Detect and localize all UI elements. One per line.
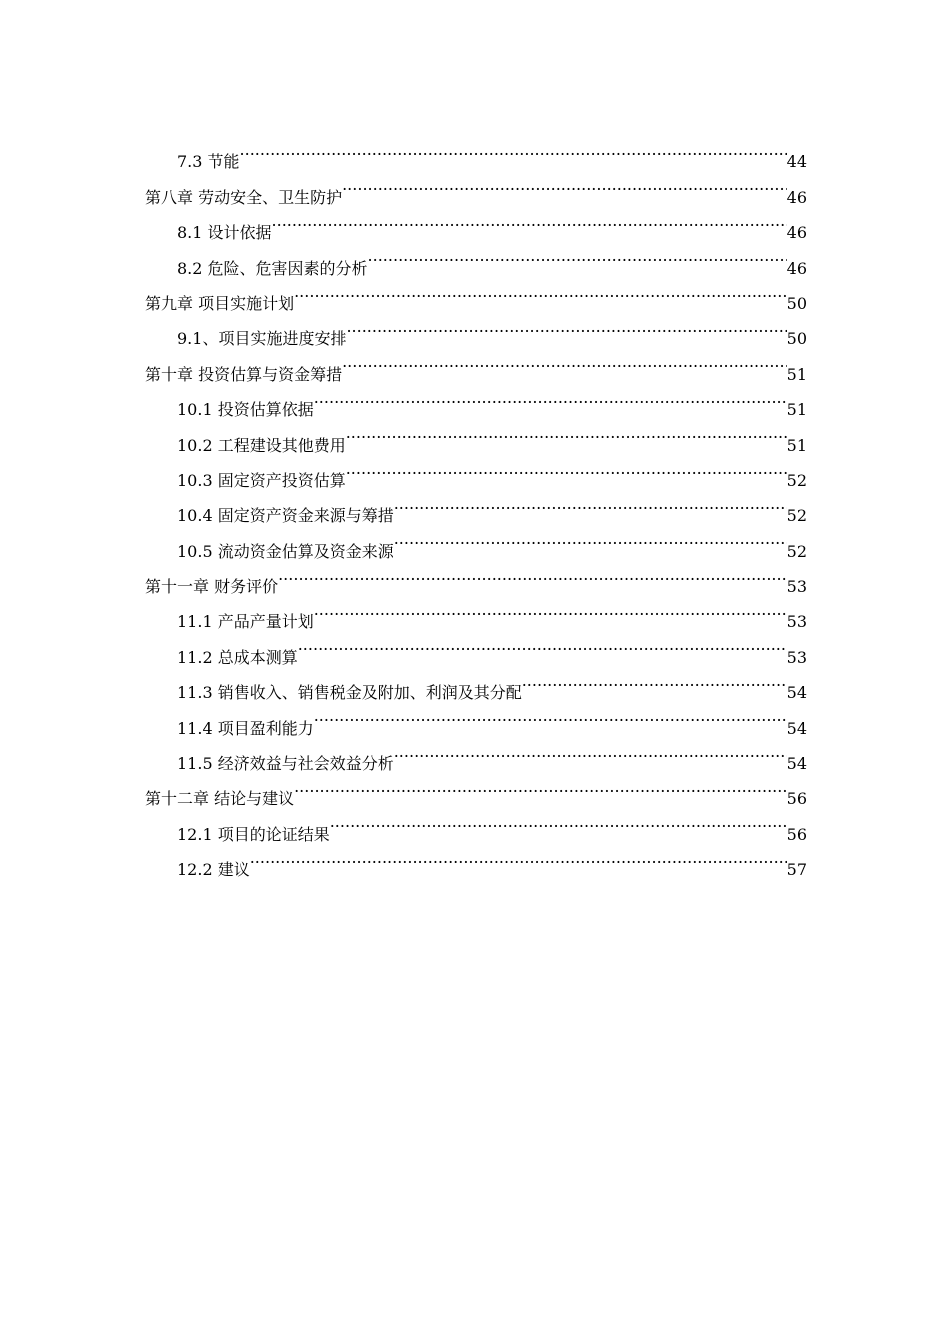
toc-entry-title: 10.5 流动资金估算及资金来源 — [177, 541, 394, 561]
toc-entry-page: 53 — [786, 647, 807, 667]
toc-leader-dots — [368, 238, 787, 273]
toc-entry[interactable] — [145, 132, 807, 172]
toc-leader-dots — [346, 415, 787, 450]
toc-entry-page: 51 — [786, 435, 807, 455]
toc-entry-title: 7.3 节能 — [177, 152, 240, 172]
toc-entry-title: 8.1 设计依据 — [177, 223, 272, 243]
toc-entry-title: 第十章 投资估算与资金筹措 — [145, 364, 343, 384]
toc-entry-page: 56 — [786, 789, 807, 809]
toc-entry[interactable] — [145, 167, 807, 207]
toc-leader-dots — [342, 344, 787, 379]
toc-leader-dots — [314, 592, 787, 627]
toc-entry-page: 46 — [786, 258, 807, 278]
toc-leader-dots — [250, 840, 787, 875]
toc-leader-dots — [522, 663, 787, 698]
toc-entry-page: 53 — [786, 577, 807, 597]
toc-entry-page: 57 — [786, 860, 807, 880]
toc-entry-page: 52 — [786, 506, 807, 526]
toc-leader-dots — [314, 380, 787, 415]
toc-entry-title: 10.3 固定资产投资估算 — [177, 470, 346, 490]
toc-entry-page: 50 — [786, 329, 807, 349]
toc-entry-title: 第九章 项目实施计划 — [145, 293, 295, 313]
toc-leader-dots — [346, 309, 786, 344]
toc-entry-page: 54 — [786, 718, 807, 738]
toc-leader-dots — [314, 698, 787, 733]
toc-entry-page: 51 — [786, 400, 807, 420]
toc-entry-page: 52 — [786, 541, 807, 561]
toc-leader-dots — [394, 734, 787, 769]
toc-entry-title: 9.1、项目实施进度安排 — [177, 329, 347, 349]
toc-entry-title: 12.2 建议 — [177, 860, 250, 880]
toc-entry-page: 46 — [786, 223, 807, 243]
toc-entry-page: 53 — [786, 612, 807, 632]
table-of-contents — [145, 132, 807, 880]
toc-leader-dots — [346, 451, 787, 486]
toc-entry-page: 52 — [786, 470, 807, 490]
toc-entry-page: 44 — [786, 152, 807, 172]
toc-leader-dots — [294, 769, 787, 804]
toc-entry-title: 10.2 工程建设其他费用 — [177, 435, 346, 455]
toc-leader-dots — [394, 521, 787, 556]
toc-entry-title: 8.2 危险、危害因素的分析 — [177, 258, 368, 278]
toc-entry-page: 50 — [786, 293, 807, 313]
toc-entry-title: 第十一章 财务评价 — [145, 577, 279, 597]
toc-entry-title: 10.1 投资估算依据 — [177, 400, 314, 420]
toc-entry-page: 54 — [786, 754, 807, 774]
toc-entry-page: 51 — [786, 364, 807, 384]
toc-entry-page: 46 — [786, 187, 807, 207]
toc-leader-dots — [240, 132, 787, 167]
toc-leader-dots — [330, 804, 787, 839]
toc-leader-dots — [342, 167, 787, 202]
toc-entry-title: 11.1 产品产量计划 — [177, 612, 314, 632]
toc-leader-dots — [298, 627, 787, 662]
toc-entry-page: 54 — [786, 683, 807, 703]
toc-entry-title: 12.1 项目的论证结果 — [177, 824, 330, 844]
toc-leader-dots — [272, 203, 787, 238]
toc-entry-page: 56 — [786, 824, 807, 844]
toc-leader-dots — [294, 274, 787, 309]
toc-entry-title: 第八章 劳动安全、卫生防护 — [145, 187, 343, 207]
toc-leader-dots — [394, 486, 787, 521]
toc-leader-dots — [278, 557, 787, 592]
toc-entry-title: 11.2 总成本测算 — [177, 647, 298, 667]
toc-entry-title: 第十二章 结论与建议 — [145, 789, 295, 809]
toc-entry-title: 11.3 销售收入、销售税金及附加、利润及其分配 — [177, 683, 522, 703]
toc-entry-title: 11.4 项目盈利能力 — [177, 718, 314, 738]
toc-entry-title: 10.4 固定资产资金来源与筹措 — [177, 506, 394, 526]
toc-entry-title: 11.5 经济效益与社会效益分析 — [177, 754, 394, 774]
